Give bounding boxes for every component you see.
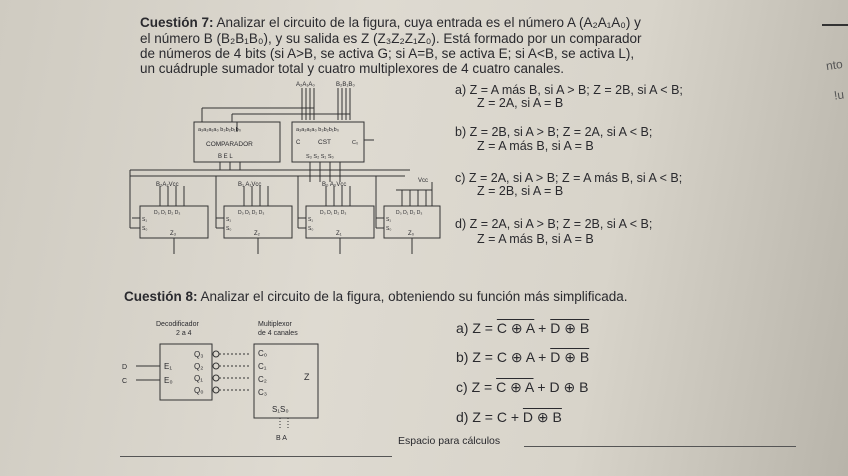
q8-option-b <box>456 349 589 366</box>
q8-option-b-p1: Z = C ⊕ A + <box>472 349 551 365</box>
q8-mux-label1: Multiplexor <box>258 321 292 328</box>
q8-option-d-p1: Z = C + <box>472 409 523 425</box>
q7-mux1-s0: S₀ <box>308 226 314 232</box>
q7-option-c-line1: c) Z = 2A, si A > B; Z = A más B, si A < B; <box>455 171 683 185</box>
q7-mux3-s1: S₁ <box>142 217 148 223</box>
q7-mux0-s1: S₁ <box>386 217 392 223</box>
calc-space-label: Espacio para cálculos <box>398 435 501 447</box>
q8-dec-q2: Q₂ <box>194 362 204 371</box>
q7-sum-name: CST <box>318 139 331 146</box>
q7-top-b-label: B₂B₁B₀ <box>336 82 355 88</box>
q7-mux3-inputs: D₀ D₁ D₂ D₃ <box>154 210 181 216</box>
q8-title: Cuestión 8: <box>124 289 198 304</box>
q8-option-d-p4: D ⊕ B <box>522 409 562 425</box>
q7-option-a-line1: a) Z = A más B, si A > B; Z = 2B, si A < B; <box>455 83 683 97</box>
q8-option-a-p4: D ⊕ B <box>550 320 590 336</box>
edge-text-1: nto <box>825 56 844 74</box>
q7-mux2-out: Z₂ <box>254 231 260 237</box>
q8-option-c-label: c) <box>456 379 468 395</box>
q8-option-a-p2: C ⊕ A <box>496 320 535 336</box>
q7-mux2-header: B₁ A₁Vcc <box>238 182 262 188</box>
q8-heading <box>124 290 628 304</box>
q7-option-d-line1: d) Z = 2A, si A > B; Z = 2B, si A < B; <box>455 217 653 231</box>
q8-option-c <box>456 379 588 396</box>
q7-mux1-header: B₀ A₀Vcc <box>322 182 347 188</box>
q7-option-c-line2: Z = 2B, si A = B <box>477 184 564 198</box>
q8-decoder-label2: 2 a 4 <box>176 330 192 337</box>
q7-mux3-header: B₂A₂Vcc <box>156 182 179 188</box>
edge-mark <box>822 24 848 26</box>
q8-mux-c3: C₃ <box>258 388 268 397</box>
q8-mux-c1: C₁ <box>258 362 267 371</box>
q8-option-b-p4: D ⊕ B <box>550 349 590 365</box>
q8-mux-c2: C₂ <box>258 375 267 384</box>
q7-mux0-out: Z₀ <box>408 231 415 237</box>
q8-dec-e0: E₀ <box>164 376 173 385</box>
q7-option-b-line1: b) Z = 2B, si A > B; Z = 2A, si A < B; <box>455 125 653 139</box>
q7-comp-inputs: a₃a₂a₁a₀ b₃b₂b₁b₀ <box>198 127 242 133</box>
q7-mux3-s0: S₀ <box>142 226 148 232</box>
q7-mux1-out: Z₁ <box>336 231 342 237</box>
q8-text: Analizar el circuito de la figura, obteniendo su función más simplificada. <box>200 289 628 304</box>
q8-option-a-label: a) <box>456 320 469 336</box>
q7-circuit-diagram <box>120 78 450 258</box>
q8-mux-z: Z <box>304 372 310 382</box>
q7-comp-outputs: B E L <box>218 154 233 160</box>
q7-option-b-line2: Z = A más B, si A = B <box>477 139 594 153</box>
q7-mux1-s1: S₁ <box>308 217 314 223</box>
q7-mux2-s0: S₀ <box>226 226 232 232</box>
q7-line1-text: Analizar el circuito de la figura, cuya entrada es el número A (A₂A₁A₀) y <box>216 15 641 30</box>
q8-option-d-label: d) <box>456 409 469 425</box>
calc-line-right <box>524 446 796 447</box>
q7-sum-outputs: S₃ S₂ S₁ S₀ <box>306 154 334 160</box>
q7-title: Cuestión 7: <box>140 15 214 30</box>
q7-sum-inputs: a₃a₂a₁a₀ b₃b₂b₁b₀ <box>296 127 340 133</box>
q8-option-d <box>456 409 562 426</box>
q7-mux3-out: Z₃ <box>170 231 177 237</box>
q8-decoder-label1: Decodificador <box>156 321 199 328</box>
q8-option-c-p3: + D ⊕ B <box>533 379 589 395</box>
q8-input-d: D <box>122 364 128 371</box>
q8-mux-label2: de 4 canales <box>258 330 298 337</box>
q8-mux-c0: C₀ <box>258 349 268 358</box>
q7-option-a-line2: Z = 2A, si A = B <box>477 96 564 110</box>
q7-comp-name: COMPARADOR <box>206 141 253 148</box>
q7-top-a-label: A₂A₁A₀ <box>296 82 315 88</box>
q7-line3: de números de 4 bits (si A>B, se activa G; si A=B, se activa E; si A<B, se activa L), <box>140 46 635 61</box>
q7-vcc-label: Vcc <box>418 178 429 184</box>
q8-option-a-p3: + <box>534 320 551 336</box>
q7-line2: el número B (B₂B₁B₀), y su salida es Z (Z₃Z₂Z₁Z₀). Está formado por un comparador <box>140 31 642 46</box>
q8-mux-s: S₁S₀ <box>272 405 289 414</box>
q8-dec-q1: Q₁ <box>194 374 203 383</box>
q7-mux0-s0: S₀ <box>386 226 392 232</box>
q7-mux1-inputs: D₀ D₁ D₂ D₃ <box>320 210 347 216</box>
calc-line-left <box>120 456 392 457</box>
q8-dec-q0: Q₀ <box>194 386 204 395</box>
q7-line1 <box>140 16 641 30</box>
q7-mux2-s1: S₁ <box>226 217 232 223</box>
q8-input-c: C <box>122 378 128 385</box>
edge-text-2: !u <box>833 87 845 103</box>
q7-option-d-line2: Z = A más B, si A = B <box>477 232 594 246</box>
q8-option-a-p1: Z = <box>472 320 497 336</box>
q8-option-b-label: b) <box>456 349 469 365</box>
q8-option-a <box>456 320 589 337</box>
q8-option-c-p2: C ⊕ A <box>496 379 534 395</box>
q8-dec-e1: E₁ <box>164 362 173 371</box>
q8-circuit-diagram <box>120 316 340 444</box>
q7-line4: un cuádruple sumador total y cuatro multiplexores de 4 cuatro canales. <box>140 61 564 76</box>
q7-mux2-inputs: D₀ D₁ D₂ D₃ <box>238 210 265 216</box>
q7-sum-c: C <box>296 140 301 146</box>
q8-option-c-p1: Z = <box>471 379 497 395</box>
q8-dec-q3: Q₃ <box>194 350 204 359</box>
q8-select-labels: B A <box>276 435 287 442</box>
q7-mux0-inputs: D₀ D₁ D₂ D₃ <box>396 210 423 216</box>
q7-sum-cout: C₀ <box>352 140 359 146</box>
